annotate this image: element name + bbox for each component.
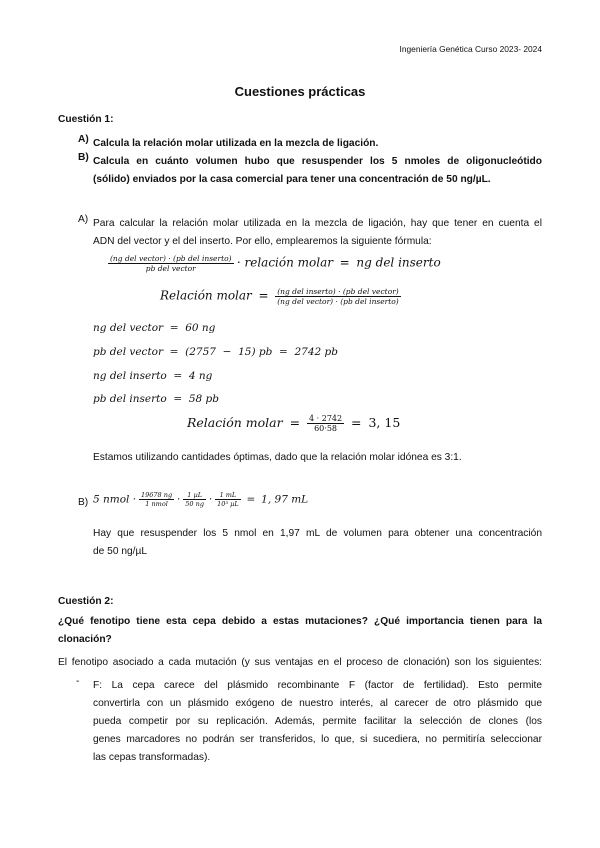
formula2-eq: = bbox=[258, 288, 269, 303]
bullet-line-1: F: La cepa carece del plásmido recombinante F (factor de fertilidad). Esto permite bbox=[93, 680, 542, 691]
q1a-text: Calcula la relación molar utilizada en la mezcla de ligación. bbox=[93, 138, 379, 149]
q1b-text-line1: Calcula en cuánto volumen hubo que resuspender los 5 nmoles de oligonucleótido bbox=[93, 156, 542, 167]
formula-2 bbox=[160, 287, 401, 306]
formula1-rhs-a: · relación molar bbox=[236, 255, 333, 270]
page-title: Cuestiones prácticas bbox=[234, 84, 366, 99]
result-lhs: Relación molar bbox=[187, 414, 283, 430]
answer-a-line2: ADN del vector y el del inserto. Por ello, emplearemos la siguiente fórmula: bbox=[93, 236, 432, 247]
value-ng-inserto: ng del inserto = 4 ng bbox=[93, 370, 213, 382]
value-pb-inserto: pb del inserto = 58 pb bbox=[93, 393, 219, 405]
b-frac2-den: 50 ng bbox=[185, 500, 204, 508]
formula1-rhs-b: ng del inserto bbox=[356, 255, 441, 270]
bullet-line-3: pueda competir por su replicación. Además, permite facilitar la selección de clones (los bbox=[93, 716, 542, 727]
result-eq1: = bbox=[289, 414, 301, 430]
formula2-lhs: Relación molar bbox=[160, 288, 252, 303]
value-ng-vector: ng del vector = 60 ng bbox=[93, 322, 216, 334]
bullet-line-4: genes marcadores no podrán ser transferidos, lo que, si sucediera, no permitiría seleccionar bbox=[93, 734, 542, 745]
result-value: 3, 15 bbox=[368, 414, 401, 430]
result-denominator: 60·58 bbox=[314, 424, 337, 433]
formula1-denominator: pb del vector bbox=[145, 264, 196, 273]
bullet-line-2: convertirla con un plásmido exógeno de nuestro interés, al carecer de otro plásmido que bbox=[93, 698, 542, 709]
answer-b-value: 1, 97 mL bbox=[261, 493, 309, 506]
formula2-denominator: (ng del vector) · (pb del inserto) bbox=[277, 297, 399, 306]
b-frac3-num: 1 mL bbox=[215, 491, 240, 500]
cuestion2-heading: Cuestión 2: bbox=[58, 596, 114, 607]
formula2-numerator: (ng del inserto) · (pb del vector) bbox=[277, 287, 399, 296]
course-header: Ingeniería Genética Curso 2023- 2024 bbox=[399, 44, 542, 54]
answer-b-formula: 5 nmol · $\frac{19678 ng}{\text{1 nmol}}$ · $\frac{\text{1 µL}}{50 ng}$ · $\frac{1 mL}{\text{10³ µL}}$ = 1, 97 mL bbox=[93, 491, 309, 508]
answer-a-line1: Para calcular la relación molar utilizada en la mezcla de ligación, hay que tener en cuenta el bbox=[93, 218, 542, 229]
bullet-line-5: las cepas transformadas). bbox=[93, 752, 211, 763]
answer-b-label: B) bbox=[78, 497, 89, 508]
result-formula bbox=[187, 414, 400, 433]
cuestion2-question-line2: clonación? bbox=[58, 634, 112, 645]
formula-1 bbox=[108, 254, 441, 273]
b-frac1-den: 1 nmol bbox=[145, 500, 168, 508]
q1a-label: A) bbox=[78, 134, 89, 145]
cuestion2-question-line1: ¿Qué fenotipo tiene esta cepa debido a estas mutaciones? ¿Qué importancia tienen para la bbox=[58, 616, 542, 627]
b-frac1-num: 19678 ng bbox=[141, 491, 173, 499]
result-eq2: = bbox=[351, 414, 362, 430]
formula1-numerator: (ng del vector) · (pb del inserto) bbox=[110, 254, 232, 263]
cuestion1-heading: Cuestión 1: bbox=[58, 114, 114, 125]
answer-a-label: A) bbox=[78, 214, 89, 225]
cuestion2-intro: El fenotipo asociado a cada mutación (y sus ventajas en el proceso de clonación) son los siguientes: bbox=[58, 657, 542, 668]
answer-b-eq: = bbox=[246, 493, 256, 506]
b-frac2-num: 1 µL bbox=[183, 491, 206, 500]
q1b-text-line2: (sólido) enviados por la casa comercial para tener una concentración de 50 ng/µL. bbox=[93, 174, 491, 185]
answer-b-text-line1: Hay que resuspender los 5 nmol en 1,97 mL de volumen para obtener una concentración bbox=[93, 528, 542, 539]
bullet-dash: - bbox=[76, 676, 80, 687]
answer-b-text-line2: de 50 ng/µL bbox=[93, 546, 148, 557]
value-pb-vector: pb del vector = (2757 − 15) pb = 2742 pb bbox=[93, 346, 339, 358]
answer-a-conclusion: Estamos utilizando cantidades óptimas, dado que la relación molar idónea es 3:1. bbox=[93, 452, 462, 463]
b-frac3-den: 10³ µL bbox=[217, 500, 239, 508]
q1b-label: B) bbox=[78, 152, 89, 163]
answer-b-lead: 5 nmol · bbox=[93, 493, 137, 506]
result-numerator: 4 · 2742 bbox=[309, 414, 343, 423]
formula1-eq: = bbox=[339, 255, 350, 270]
